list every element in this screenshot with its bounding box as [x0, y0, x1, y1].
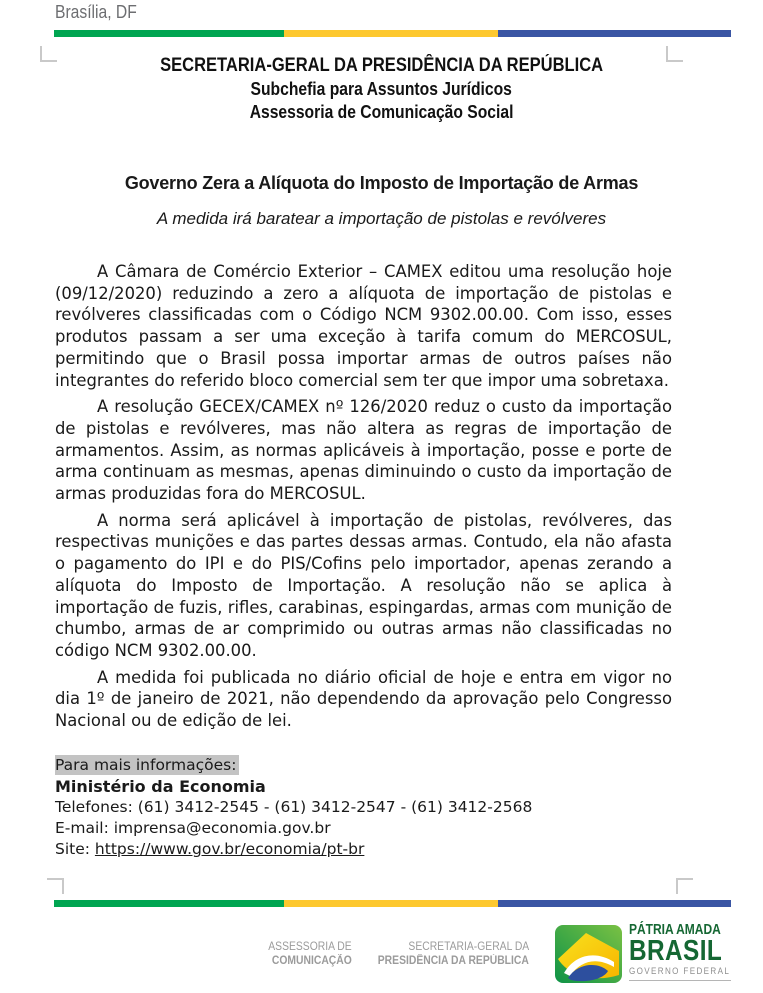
article-subtitle: A medida irá baratear a importação de pistolas e revólveres [156, 209, 607, 228]
contact-heading-line [55, 755, 675, 776]
logo-subline: GOVERNO FEDERAL [629, 966, 731, 977]
bar-yellow-segment [284, 30, 498, 37]
dateline: Brasília, DF [55, 2, 137, 22]
contact-heading: Para mais informações: [55, 755, 239, 775]
contact-block [55, 755, 675, 860]
brazil-flag-icon [555, 925, 622, 983]
letterhead [0, 54, 763, 124]
footer-assessoria-label [259, 941, 352, 968]
bar-blue-segment [498, 900, 731, 907]
letterhead-line-2: Subchefia para Assuntos Jurídicos [250, 79, 513, 99]
bar-green-segment [54, 900, 284, 907]
logo-brand: BRASIL [629, 935, 723, 967]
footer-secretaria-line-2: PRESIDÊNCIA DA REPÚBLICA [377, 954, 529, 967]
footer-tricolor-bar [54, 900, 731, 907]
bar-green-segment [54, 30, 284, 37]
logo-tagline: PÁTRIA AMADA [629, 921, 721, 938]
bar-yellow-segment [284, 900, 498, 907]
contact-site-link[interactable]: https://www.gov.br/economia/pt-br [94, 840, 365, 858]
footer-assessoria-line-1: ASSESSORIA DE [268, 941, 352, 953]
body-paragraph-4: A medida foi publicada no diário oficial de hoje e entra em vigor no dia 1º de janeiro de 2021, não dependendo da aprovação pelo Congresso Nacional ou de edição de lei. [55, 667, 672, 731]
footer-assessoria-line-2: COMUNICAÇÃO [272, 954, 352, 967]
contact-site-label: Site: [55, 840, 95, 858]
body-paragraph-3: A norma será aplicável à importação de pistolas, revólveres, das respectivas munições e das partes dessas armas. Contudo, ela não afasta o pagamento do IPI e do PIS/Cofins pelo importador, apenas zerando a alíquota do Imposto de Importação. A resolução não se aplica à importação de fuzis, rifles, carabinas, espingardas, armas com munição de chumbo, armas de ar comprimido ou outras armas não classificadas no código NCM 9302.00.00. [55, 510, 672, 660]
footer-secretaria-label [361, 941, 529, 968]
fold-mark-bottom-left [47, 878, 64, 894]
contact-phones: Telefones: (61) 3412-2545 - (61) 3412-2547 - (61) 3412-2568 [55, 798, 533, 816]
contact-email: E-mail: imprensa@economia.gov.br [55, 819, 331, 837]
contact-org: Ministério da Economia [55, 777, 266, 796]
article-title: Governo Zera a Alíquota do Imposto de Importação de Armas [124, 173, 639, 193]
contact-site-line [55, 839, 675, 860]
body-paragraph-1: A Câmara de Comércio Exterior – CAMEX editou uma resolução hoje (09/12/2020) reduzindo a zero a alíquota de importação de pistolas e revólveres classificadas com o Código NCM 9302.00.00. Com isso, esses produtos passam a ser uma exceção à tarifa comum do MERCOSUL, permitindo que o Brasil possa importar armas de outros países não integrantes do referido bloco comercial sem ter que impor uma sobretaxa. [55, 262, 672, 390]
bar-blue-segment [498, 30, 731, 37]
body-paragraph-2: A resolução GECEX/CAMEX nº 126/2020 reduz o custo da importação de pistolas e revólveres, mas não altera as regras de importação de armamentos. Assim, as normas aplicáveis à importação, posse e porte de arma continuam as mesmas, apenas diminuindo o custo da importação de armas produzidas fora do MERCOSUL. [55, 397, 672, 504]
header-tricolor-bar [54, 30, 731, 37]
letterhead-line-1: SECRETARIA-GERAL DA PRESIDÊNCIA DA REPÚBLICA [160, 55, 603, 76]
letterhead-line-3: Assessoria de Comunicação Social [249, 102, 514, 122]
footer-secretaria-line-1: SECRETARIA-GERAL DA [408, 941, 529, 953]
fold-mark-bottom-right [676, 878, 693, 894]
article-body [55, 261, 672, 737]
government-logo-text [629, 922, 731, 981]
logo-rule [629, 980, 731, 981]
